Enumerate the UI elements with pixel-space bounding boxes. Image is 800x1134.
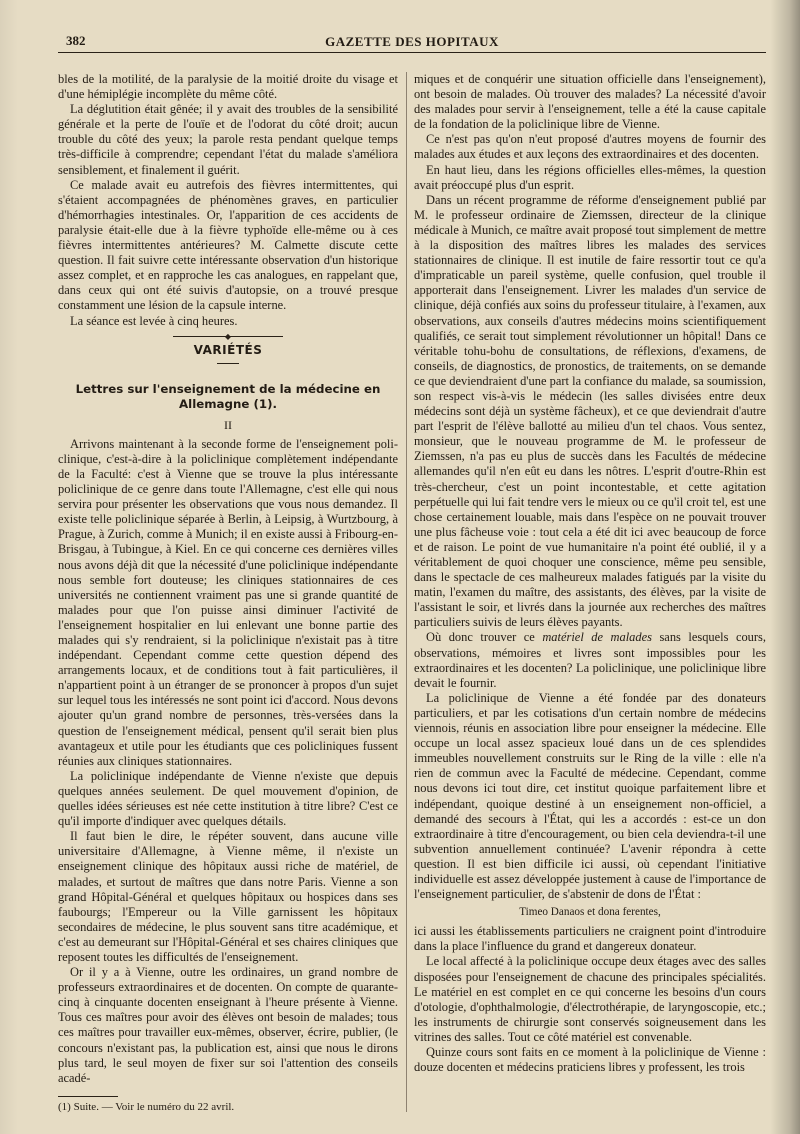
part-number: II	[224, 417, 232, 432]
column-divider	[406, 72, 407, 1112]
paragraph: Il faut bien le dire, le répéter souvent, dans aucune ville universitaire d'Allemagne, à Vienne même, il n'existe un enseignement clinique des hôpitaux aussi riche de matériel, de malades, et surtout de maîtres que dans notre Paris. Vienne a son grand Hôpital-Général et quelques hôpitaux ou hospices dans ses faubourgs; l'Empereur ou la Ville garnissent les hôpitaux secondaires de médecine, le plus souvent sans titre académique, et c'est au demeurant sur l'Hôpital-Général et ses chaires cliniques que reposent toutes les difficultés de l'enseignement.	[58, 829, 398, 964]
paragraph: Le local affecté à la policlinique occupe deux étages avec des salles disposées pour l'enseignement de chacune des principales spécialités. Le matériel en est complet en ce qui concerne les besoins d'un cours d'otologie, d'ophthalmologie, d'électrothérapie, de laryngoscopie, etc.; les instruments de chirurgie sont conservés soigneusement dans les vitrines des salles. Tout ce côté matériel est convenable.	[414, 954, 766, 1044]
text-run: sans lesquels cours, observations, mémoires et livres sont impossibles pour les extraordinaires et les docenten? La policlinique, une policlinique libre devait le fournir.	[414, 630, 766, 690]
paragraph: bles de la motilité, de la paralysie de la moitié droite du visage et d'une hémiplégie incomplète du même côté.	[58, 72, 398, 102]
paragraph: miques et de conquérir une situation officielle dans l'enseignement), ont besoin de malades. Où trouver des malades? La nécessité d'avoir des malades pour servir à l'enseignement, telle a été la cause capitale de la fondation de la policlinique libre de Vienne.	[414, 72, 766, 132]
journal-title: GAZETTE DES HOPITAUX	[325, 34, 499, 49]
paragraph: Arrivons maintenant à la seconde forme de l'enseignement poli-clinique, c'est-à-dire à la policlinique complètement indépendante de la Faculté: c'est à Vienne que se trouve la plus intéressante policlinique de ce genre dans toute l'Allemagne, c'est elle qui nous servira pour présenter les observations que vous nous demandez. Il existe telle policlinique séparée à Berlin, à Leipsig, à Wurtzbourg, à Prague, à Zurich, comme à Munich; il en existe aussi à Fribourg-en-Brisgau, à Tubingue, à Kiel. En ce qui concerne ces dernières villes nous avons déjà dit que la nécessité d'une policlinique indépendante nous semble fort douteuse; les cliniques stationnaires de ces universités ne contiennent vraiment pas une si grande quantité de malades pour que l'on puisse ainsi diminuer l'activité de l'enseignement hospitalier en lui enlevant une bonne partie des malades qui s'y rendraient, si la policlinique n'existait pas à titre indépendant. Cependant comme cette question dépend des arrangements locaux, et de conditions tout à fait particulières, il n'appartient point à un étranger de se prononcer à propos d'un sujet sur lequel tous les intéressés ne sont point ici d'accord. Nous devons ajouter qu'un grand nombre de personnes, très-versées dans la question de l'enseignement médical, pensent qu'il serait bien plus avantageux et utile pour les étudiants que ces policliniques fussent réunies aux cliniques stationnaires.	[58, 436, 398, 768]
section-divider	[173, 336, 283, 337]
left-column	[58, 72, 398, 1122]
paragraph: Ce malade avait eu autrefois des fièvres intermittentes, qui s'étaient accompagnées de phénomènes graves, en particulier d'hémorrhagies intestinales. Or, l'apparition de ces accidents de paralysie était-elle due à la fièvre typhoïde elle-même ou à ces fièvres intermittentes antérieures? M. Calmette discute cette question. Il fait suivre cette intéressante observation d'un historique assez complet, et en rapproche les cas analogues, en rappelant que, dans ceux qui ont été suivis d'autopsie, on a trouvé presque constamment une lésion de la capsule interne.	[58, 177, 398, 313]
italic-term: matériel de malades	[542, 630, 652, 645]
closing-line: La séance est levée à cinq heures.	[70, 313, 238, 328]
paragraph: Dans un récent programme de réforme d'enseignement publié par M. le professeur ordinaire de Ziemssen, directeur de la clinique médicale à Munich, ce maître avait proposé tout simplement de mettre à la disposition des maîtres libres les malades des services stationnaires de clinique. Il est inutile de faire ressortir tout ce qu'a d'impraticable un pareil système, quelle confusion, quel trouble il apporterait dans l'enseignement. Livrer les malades d'un service de clinique, déjà confiés aux soins du professeur titulaire, à l'examen, aux observations, aux conseils d'autres médecins moins scientifiquement qualifiés, ce serait tout simplement révolutionner un hôpital! Dans ce véritable tohu-bohu de consultations, de réflexions, d'examens, de conseils, de diagnostics, de pronostics, de traitements, on se demande ce que deviendraient d'une part la confiance du malade, sa soumission, son respect vis-à-vis le médecin (les salles divisées entre deux médecins sont déjà un système fâcheux), et ce que deviendrait d'autre part l'esprit de l'élève ballotté au milieu d'un tel chaos. Vous sentez, monsieur, que le nouveau programme de M. le professeur de Ziemssen, n'a pas eu plus de succès dans les Facultés de médecine allemandes qu'il n'en eût eu dans les nôtres. L'esprit d'outre-Rhin est très-chercheur, c'est un point incontestable, et cette agitation perpétuelle qui lui fait tendre vers le mieux ou ce qu'il croit tel, est une chose certainement louable, mais dans l'espèce on ne pouvait trouver une plus fâcheuse voie : tout cela a été dit ici avec beaucoup de force et de raison. Le point de vue humanitaire n'a point été oublié, il y a véritablement de quoi choquer une conscience, même peu sensible, dans le spectacle de ces malheureux malades fatigués par la visite du matin, l'examen du maître, des assistants, des élèves, par la visite de l'assistant le soir, et livrés dans la journée aux recherches des maîtres particuliers suivis de leurs élèves payants.	[414, 192, 766, 630]
footnote: (1) Suite. — Voir le numéro du 22 avril.	[58, 1100, 235, 1113]
text-run: Où donc trouver ce	[426, 630, 543, 645]
paragraph: Ce n'est pas qu'on n'eut proposé d'autres moyens de fournir des malades aux études et aux leçons des extraordinaires et des docenten.	[414, 132, 766, 162]
page-header	[58, 30, 766, 53]
title-rule	[217, 363, 239, 364]
paragraph: Or il y a à Vienne, outre les ordinaires, un grand nombre de professeurs extraordinaires et de docenten. On compte de quarante-cinq à cinquante docenten enseignant à l'heure présente à Vienne. Tous ces maîtres pour avoir des élèves ont besoin de malades; tous ces maîtres pour travailler eux-mêmes, observer, écrire, publier, (le concours n'existant pas, la publication est, ainsi que nous le dirons plus tard, le seul moyen de fixer sur soi l'attention des conseils acadé-	[58, 965, 398, 1085]
paragraph: Quinze cours sont faits en ce moment à la policlinique de Vienne : douze docenten et médecins praticiens libres y professent, les trois	[414, 1045, 766, 1075]
paragraph: ici aussi les établissements particuliers ne craignent point d'introduire dans la place l'influence du grand et dangereux donateur.	[414, 924, 766, 954]
section-title: VARIÉTÉS	[193, 342, 263, 357]
article-title: Lettres sur l'enseignement de la médecine en Allemagne (1).	[75, 381, 381, 411]
paragraph: En haut lieu, dans les régions officielles elles-mêmes, la question avait préoccupé plus d'un esprit.	[414, 162, 766, 192]
paragraph: La policlinique de Vienne a été fondée par des donateurs particuliers, et par les cotisations d'un certain nombre de médecins viennois, réunis en association libre pour enseigner la médecine. Elle occupe un local assez spacieux loué dans un de ces splendides immeubles nouvellement construits sur le Ring de la ville : elle n'a rien de commun avec la Faculté de médecine. Cependant, comme nous devons ici tout dire, cet institut quoique parfaitement libre et indépendant, quoique destiné à un enseignement non-officiel, a demandé des secours à l'État, qui les a accordés : est-ce un don extraordinaire à titre d'encouragement, ou bien cela deviendra-t-il une subvention annuellement continuée? L'avenir répondra à cette question. Il est bien difficile ici aussi, où cependant l'initiative individuelle est assez développée justement à cause de l'importance de l'enseignement particulier, de s'abstenir de dons de l'État :	[414, 690, 766, 902]
latin-quote: Timeo Danaos et dona ferentes,	[519, 906, 661, 919]
paragraph: La déglutition était gênée; il y avait des troubles de la sensibilité générale et la perte de l'ouïe et de l'odorat du côté droit; aucun trouble du côté des yeux; la parole resta pendant quelque temps très-difficile à comprendre; cependant l'état du malade s'améliora sensiblement, et finalement il guérit.	[58, 102, 398, 177]
footnote-rule	[58, 1096, 118, 1097]
right-column	[414, 72, 766, 1122]
paragraph: La policlinique indépendante de Vienne n'existe que depuis quelques années seulement. De quel mouvement d'opinion, de quelles idées sérieuses est née cette institution à titre libre? C'est ce qu'il importe d'indiquer avec quelques détails.	[58, 768, 398, 829]
page-number: 382	[66, 33, 86, 48]
paragraph	[414, 630, 766, 690]
